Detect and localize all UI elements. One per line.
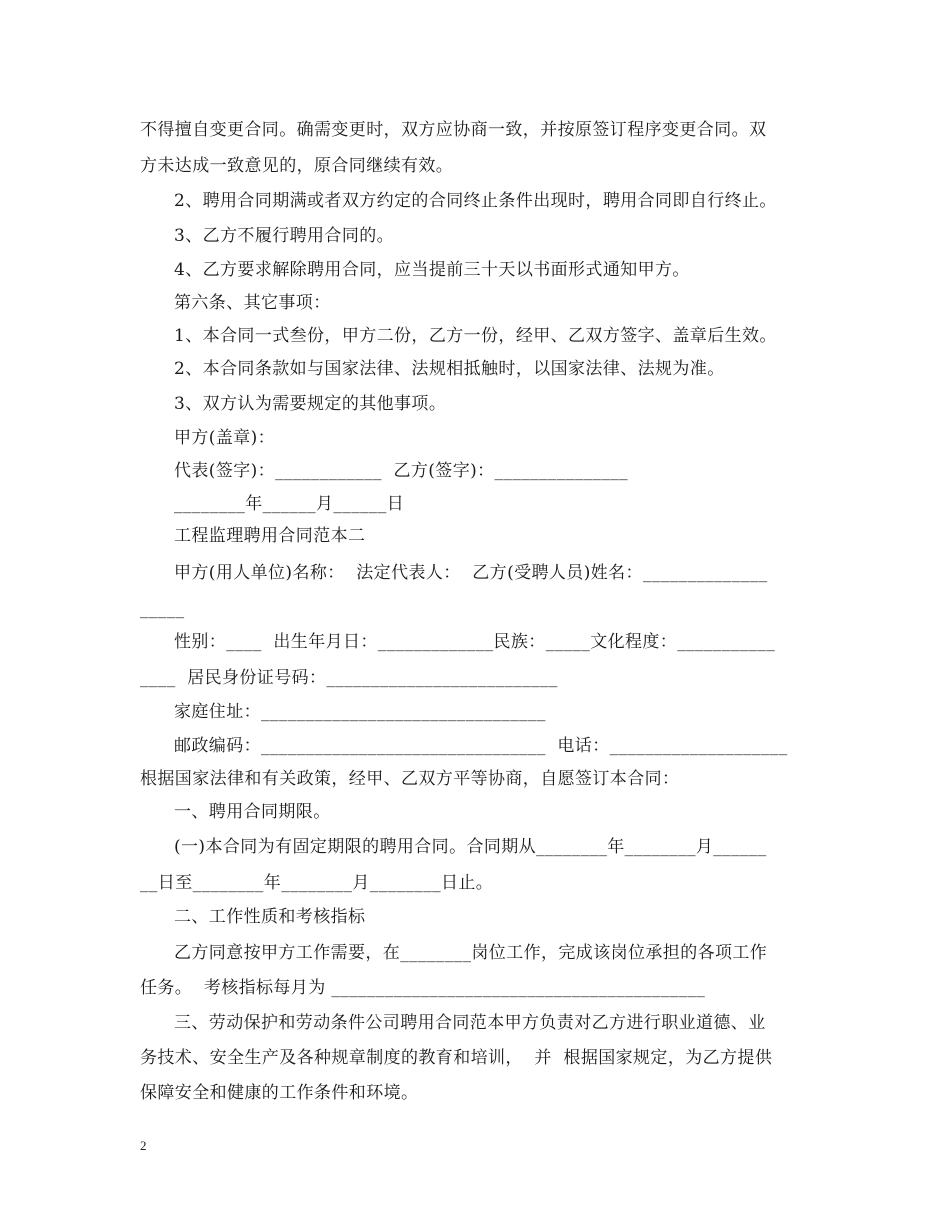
text-line: 方未达成一致意见的，原合同继续有效。 bbox=[140, 156, 454, 176]
text-line: __日至________年________月________日止。 bbox=[140, 873, 494, 893]
text-line: 保障安全和健康的工作条件和环境。 bbox=[140, 1083, 419, 1103]
text-line: 2、聘用合同期满或者双方约定的合同终止条件出现时，聘用合同即自行终止。 bbox=[174, 191, 777, 211]
form-line: ____ 居民身份证号码：__________________________ bbox=[140, 668, 558, 688]
text-line: 3、乙方不履行聘用合同的。 bbox=[174, 226, 395, 246]
form-line: 家庭住址：________________________________ bbox=[174, 702, 546, 722]
section-heading: 二、工作性质和考核指标 bbox=[174, 907, 366, 927]
text-line: (一)本合同为有固定期限的聘用合同。合同期从________年________月______ bbox=[174, 837, 767, 857]
text-line: 4、乙方要求解除聘用合同，应当提前三十天以书面形式通知甲方。 bbox=[174, 260, 690, 280]
form-line: 邮政编码：________________________________ 电话：____________________ bbox=[174, 736, 788, 756]
text-line: 任务。 考核指标每月为 __________________________________________ bbox=[140, 978, 706, 998]
date-line: ________年______月______日 bbox=[174, 494, 405, 514]
text-line: 1、本合同一式叁份，甲方二份，乙方一份，经甲、乙双方签字、盖章后生效。 bbox=[174, 326, 777, 346]
section-heading: 第六条、其它事项： bbox=[174, 293, 331, 313]
form-line: _____ bbox=[140, 599, 185, 619]
text-line: 乙方同意按甲方工作需要，在________岗位工作，完成该岗位承担的各项工作 bbox=[174, 943, 768, 963]
text-line: 3、双方认为需要规定的其他事项。 bbox=[174, 394, 447, 414]
section-heading: 一、聘用合同期限。 bbox=[174, 802, 331, 822]
signature-label: 甲方(盖章)： bbox=[174, 428, 276, 448]
text-line: 2、本合同条款如与国家法律、法规相抵触时，以国家法律、法规为准。 bbox=[174, 359, 725, 379]
section-heading: 三、劳动保护和劳动条件公司聘用合同范本甲方负责对乙方进行职业道德、业 bbox=[174, 1013, 766, 1033]
section-title: 工程监理聘用合同范本二 bbox=[174, 526, 366, 546]
text-line: 务技术、安全生产及各种规章制度的教育和培训， 并 根据国家规定，为乙方提供 bbox=[140, 1048, 773, 1068]
form-line: 性别：____ 出生年月日：_____________民族：_____文化程度：___________ bbox=[174, 632, 776, 652]
text-line: 不得擅自变更合同。确需变更时，双方应协商一致，并按原签订程序变更合同。双 bbox=[140, 120, 767, 140]
signature-line: 代表(签字)：____________ 乙方(签字)：_______________ bbox=[174, 461, 629, 481]
text-line: 根据国家法律和有关政策，经甲、乙双方平等协商，自愿签订本合同： bbox=[140, 769, 680, 789]
page-number: 2 bbox=[140, 1138, 147, 1153]
form-line: 甲方(用人单位)名称： 法定代表人： 乙方(受聘人员)姓名：______________ bbox=[174, 563, 768, 583]
